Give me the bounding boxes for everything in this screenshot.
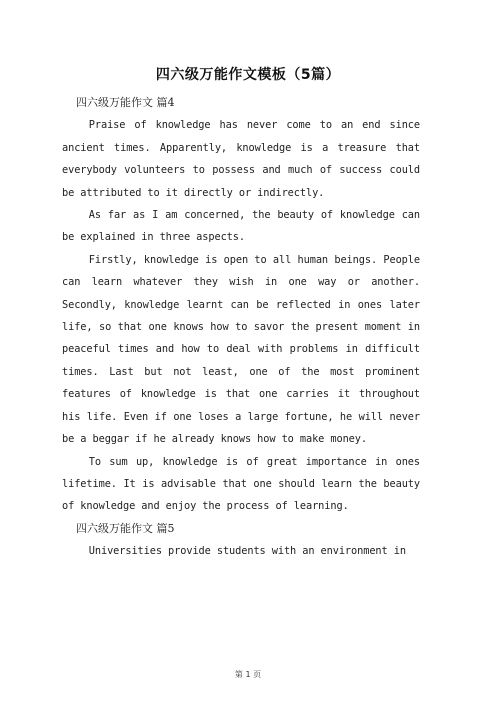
section-heading-5: 四六级万能作文 篇5 (76, 521, 175, 535)
paragraph-3: Firstly, knowledge is open to all human beings. People can learn whatever they wish in one way or another. Secondly, knowledge learnt can be reflected in ones later life, so that one knows how to savor the present moment in peaceful times and how to deal with problems in difficult times. Last but not least, one of the most prominent features of knowledge is that one carries it throughout his life. Even if one loses a large fortune, he will never be a beggar if he already knows how to make money. (62, 253, 420, 446)
paragraph-4: To sum up, knowledge is of great importance in ones lifetime. It is advisable that one should learn the beauty of knowledge and enjoy the process of learning. (62, 455, 420, 513)
paragraph-1: Praise of knowledge has never come to an end since ancient times. Apparently, knowledge is a treasure that everybody volunteers to possess and much of success could be attributed to it directly or indirectly. (62, 119, 420, 199)
paragraph-2: As far as I am concerned, the beauty of knowledge can be explained in three aspects. (62, 209, 420, 244)
document-title: 四六级万能作文模板（5篇） (155, 67, 341, 83)
page-number: 第 1 页 (234, 670, 262, 679)
section-heading-4: 四六级万能作文 篇4 (76, 96, 175, 109)
paragraph-5-start: Universities provide students with an environment in (88, 545, 406, 558)
document-body (62, 92, 420, 563)
